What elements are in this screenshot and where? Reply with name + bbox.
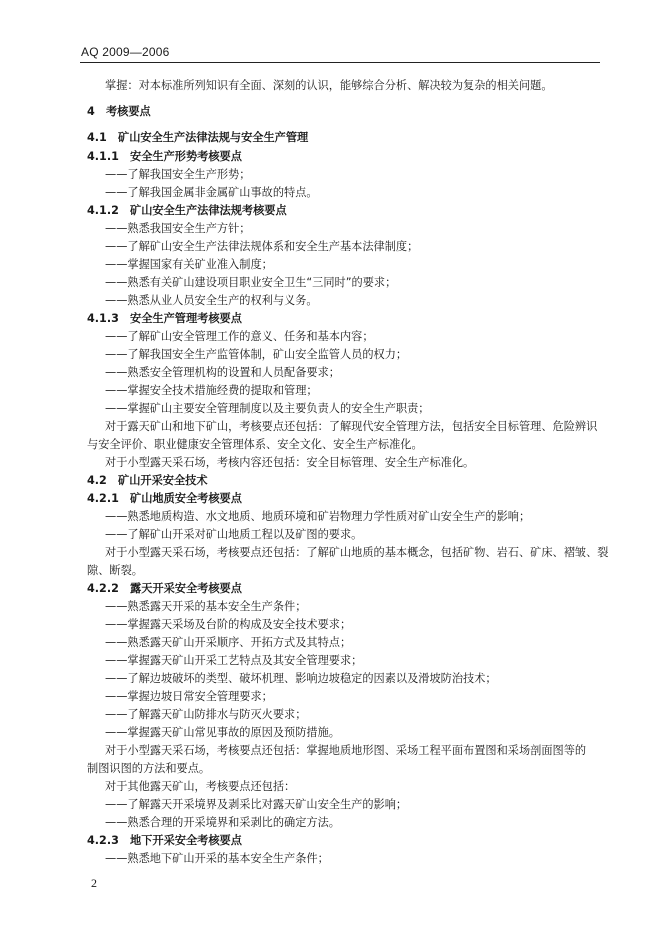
paragraph-line: 对于露天矿山和地下矿山，考核要点还包括：了解现代安全管理方法，包括安全目标管理、危险辨识 bbox=[105, 420, 598, 433]
list-item: ——熟悉我国安全生产方针； bbox=[105, 222, 251, 235]
subsection-heading: 4.1.2 矿山安全生产法律法规考核要点 bbox=[87, 204, 287, 217]
list-item: ——熟悉安全管理机构的设置和人员配备要求； bbox=[105, 366, 340, 379]
list-item: ——了解边坡破坏的类型、破坏机理、影响边坡稳定的因素以及滑坡防治技术； bbox=[105, 672, 497, 685]
list-item: ——熟悉合理的开采境界和采剥比的确定方法。 bbox=[105, 816, 340, 829]
list-item: ——了解矿山开采对矿山地质工程以及矿图的要求。 bbox=[105, 528, 363, 541]
page-number: 2 bbox=[91, 876, 97, 890]
list-item: ——熟悉地质构造、水文地质、地质环境和矿岩物理力学性质对矿山安全生产的影响； bbox=[105, 510, 531, 523]
list-item: ——了解我国安全生产形势； bbox=[105, 168, 251, 181]
subsection-heading: 4.2.3 地下开采安全考核要点 bbox=[87, 834, 242, 847]
section-heading: 4.1 矿山安全生产法律法规与安全生产管理 bbox=[87, 131, 309, 144]
list-item: ——了解露天矿山防排水与防灭火要求； bbox=[105, 708, 307, 721]
paragraph-line: 掌握：对本标准所列知识有全面、深刻的认识，能够综合分析、解决较为复杂的相关问题。 bbox=[105, 79, 553, 92]
list-item: ——掌握安全技术措施经费的提取和管理； bbox=[105, 384, 318, 397]
subsection-heading: 4.1.1 安全生产形势考核要点 bbox=[87, 150, 242, 163]
list-item: ——了解露天开采境界及剥采比对露天矿山安全生产的影响； bbox=[105, 798, 408, 811]
list-item: ——了解我国金属非金属矿山事故的特点。 bbox=[105, 186, 318, 199]
list-item: ——熟悉从业人员安全生产的权利与义务。 bbox=[105, 294, 318, 307]
list-item: ——掌握露天矿山常见事故的原因及预防措施。 bbox=[105, 726, 340, 739]
list-item: ——熟悉露天矿山开采顺序、开拓方式及其特点； bbox=[105, 636, 352, 649]
paragraph-line: 对于小型露天采石场，考核要点还包括：了解矿山地质的基本概念，包括矿物、岩石、矿床、褶皱、裂 bbox=[105, 546, 609, 559]
subsection-heading: 4.1.3 安全生产管理考核要点 bbox=[87, 312, 242, 325]
list-item: ——熟悉露天开采的基本安全生产条件； bbox=[105, 600, 307, 613]
section-heading: 4.2 矿山开采安全技术 bbox=[87, 474, 208, 487]
subsection-heading: 4.2.1 矿山地质安全考核要点 bbox=[87, 492, 242, 505]
paragraph-line: 制图识图的方法和要点。 bbox=[87, 762, 211, 775]
list-item: ——熟悉有关矿山建设项目职业安全卫生“三同时”的要求； bbox=[105, 276, 397, 289]
list-item: ——熟悉地下矿山开采的基本安全生产条件； bbox=[105, 852, 329, 865]
list-item: ——了解我国安全生产监管体制，矿山安全监管人员的权力； bbox=[105, 348, 408, 361]
header-rule bbox=[80, 62, 600, 63]
list-item: ——掌握露天矿山开采工艺特点及其安全管理要求； bbox=[105, 654, 363, 667]
paragraph-line: 对于小型露天采石场，考核要点还包括：掌握地质地形图、采场工程平面布置图和采场剖面图等的 bbox=[105, 744, 587, 757]
paragraph-line: 对于小型露天采石场，考核内容还包括：安全目标管理、安全生产标准化。 bbox=[105, 456, 475, 469]
section-heading: 4 考核要点 bbox=[87, 105, 151, 118]
list-item: ——掌握矿山主要安全管理制度以及主要负责人的安全生产职责； bbox=[105, 402, 430, 415]
list-item: ——了解矿山安全生产法律法规体系和安全生产基本法律制度； bbox=[105, 240, 419, 253]
subsection-heading: 4.2.2 露天开采安全考核要点 bbox=[87, 582, 242, 595]
list-item: ——掌握露天采场及台阶的构成及安全技术要求； bbox=[105, 618, 352, 631]
paragraph-line: 对于其他露天矿山，考核要点还包括： bbox=[105, 780, 296, 793]
list-item: ——掌握边坡日常安全管理要求； bbox=[105, 690, 273, 703]
document-code-header: AQ 2009—2006 bbox=[81, 45, 170, 59]
paragraph-line: 与安全评价、职业健康安全管理体系、安全文化、安全生产标准化。 bbox=[87, 438, 423, 451]
list-item: ——了解矿山安全管理工作的意义、任务和基本内容； bbox=[105, 330, 374, 343]
paragraph-line: 隙、断裂。 bbox=[87, 564, 143, 577]
list-item: ——掌握国家有关矿业准入制度； bbox=[105, 258, 273, 271]
